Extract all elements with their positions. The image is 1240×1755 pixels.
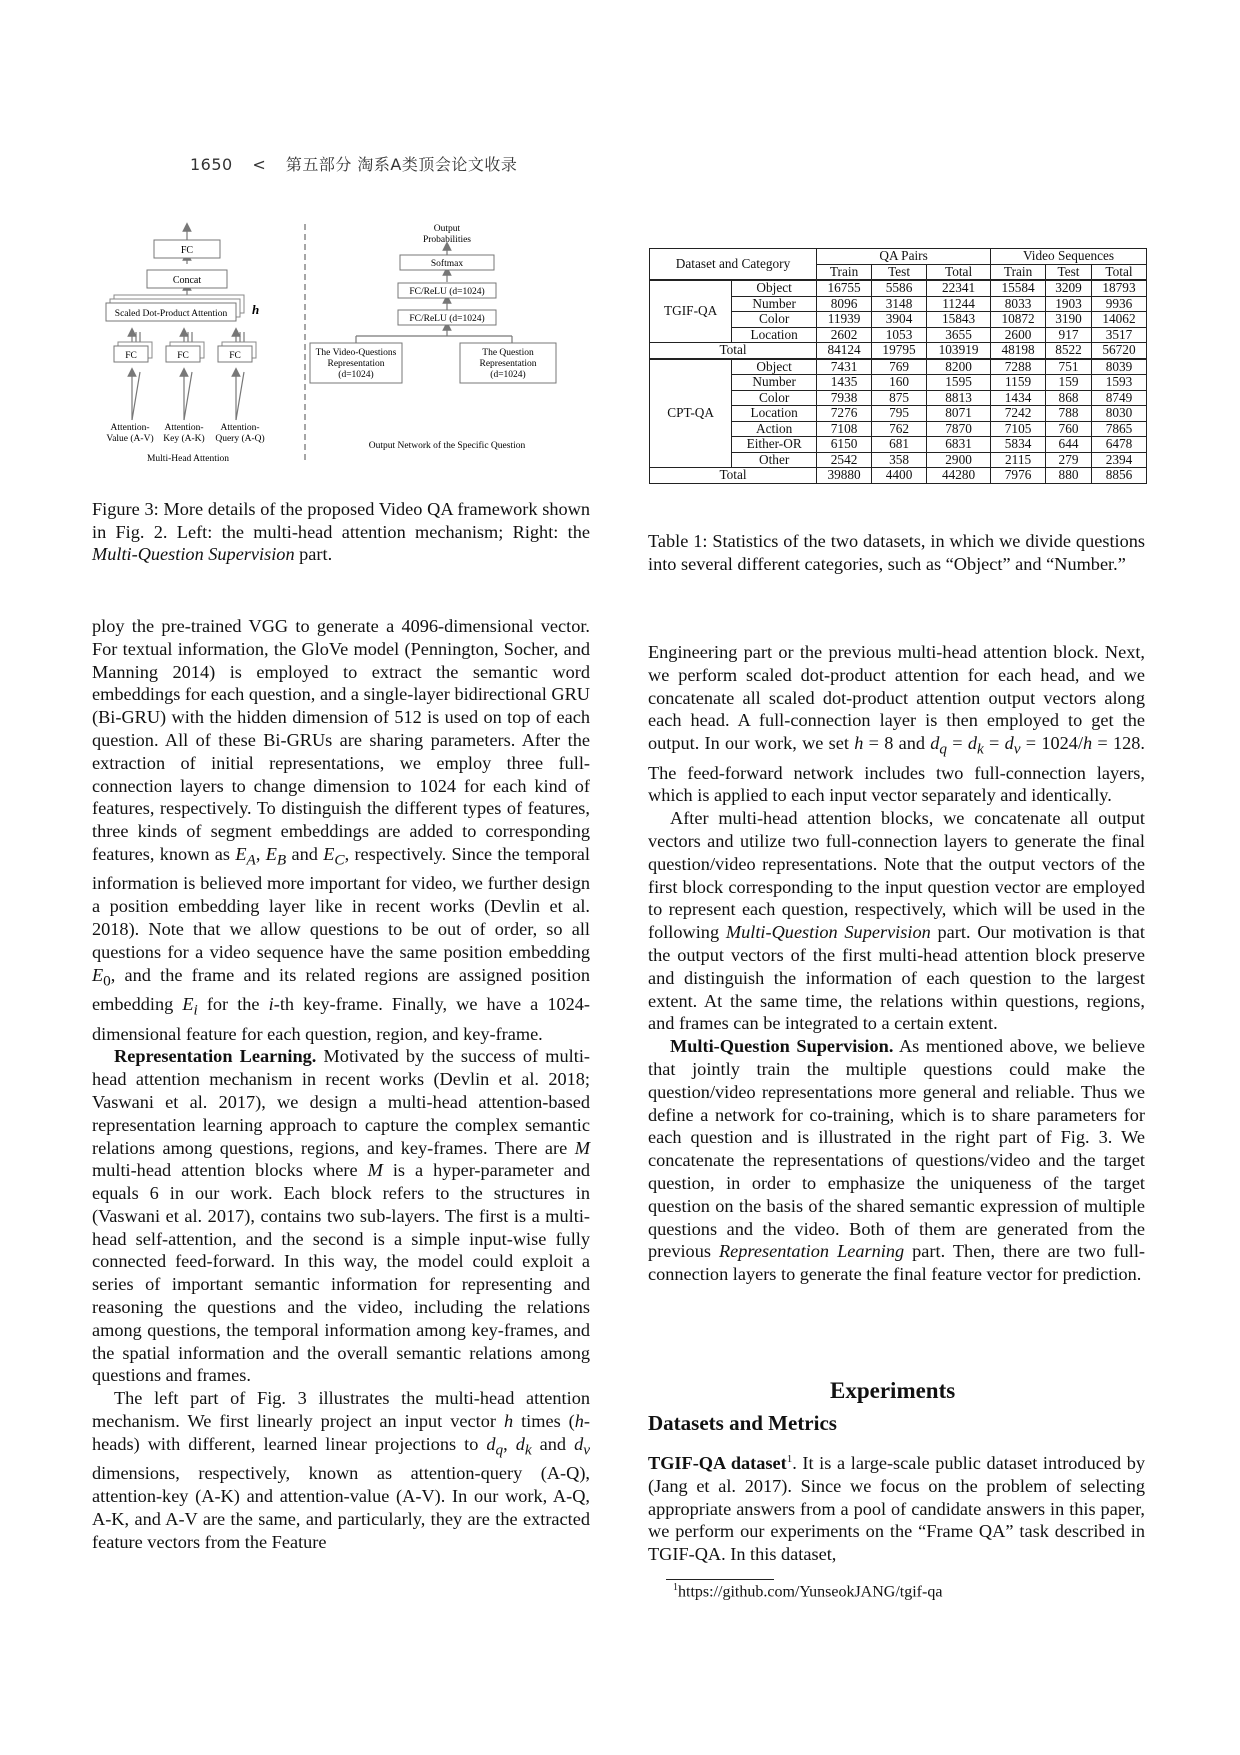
- section-title: Experiments: [830, 1378, 956, 1403]
- dataset-label: CPT-QA: [650, 359, 732, 468]
- vq-rep-line-3: (d=1024): [338, 370, 374, 380]
- value-cell: 7938: [817, 390, 872, 406]
- av-label-1: Attention-: [110, 423, 150, 433]
- th-video-sequences: Video Sequences: [991, 249, 1147, 265]
- category-cell: Object: [732, 359, 817, 375]
- value-cell: 751: [1046, 359, 1092, 375]
- value-cell: 8071: [927, 406, 991, 422]
- fc-v-label: FC: [125, 351, 137, 361]
- value-cell: 10872: [991, 312, 1046, 328]
- value-cell: 159: [1046, 375, 1092, 391]
- th-sub: Test: [872, 264, 927, 280]
- table-row: [650, 359, 1147, 375]
- value-cell: 1903: [1046, 296, 1092, 312]
- th-dataset-category: Dataset and Category: [650, 249, 817, 281]
- value-cell: 1159: [991, 375, 1046, 391]
- paragraph-multi-question-supervision: Multi-Question Supervision. As mentioned above, we believe that jointly train the multiple questions could make the question/video representations more general and reliable. Thus we define a network for co-training, which is to share parameters for each question and is illustrated in the right part of Fig. 3. We concatenate the representations of questions/video and the target question, in order to emphasize the uniqueness of the target question on the basis of the shared semantic expression of multiple questions and the video. Both of them are generated from the previous Representation Learning part. Then, there are two full-connection layers to generate the final feature vector for prediction.: [648, 1036, 1145, 1285]
- value-cell: 11244: [927, 296, 991, 312]
- figure-3-diagram: [92, 222, 594, 470]
- table-1-caption: Table 1: Statistics of the two datasets, in which we divide questions into several different categories, such as “Object” and “Number.”: [648, 531, 1145, 574]
- value-cell: 8200: [927, 359, 991, 375]
- th-sub: Train: [991, 264, 1046, 280]
- value-cell: 8096: [817, 296, 872, 312]
- fc-relu-2-label: FC/ReLU (d=1024): [409, 314, 485, 324]
- value-cell: 11939: [817, 312, 872, 328]
- value-cell: 358: [872, 452, 927, 468]
- value-cell: 7431: [817, 359, 872, 375]
- paragraph: Engineering part or the previous multi-head attention block. Next, we perform scaled dot-product attention for each head, and we concatenate all scaled dot-product attention output vectors along each head. A full-connection layer is then employed to get the output. In our work, we set h = 8 and $d_q = d_k = d_v = 1024/h = 128$. The feed-forward network includes two full-connection layers, which is applied to each input vector separately and identically.: [648, 642, 1146, 806]
- total-cell: 8856: [1091, 468, 1146, 484]
- category-cell: Number: [732, 296, 817, 312]
- value-cell: 6150: [817, 437, 872, 453]
- total-cell: 19795: [872, 343, 927, 359]
- total-label: Total: [650, 343, 817, 359]
- category-cell: Either-OR: [732, 437, 817, 453]
- value-cell: 760: [1046, 421, 1092, 437]
- header-separator: <: [252, 155, 267, 174]
- value-cell: 8030: [1091, 406, 1146, 422]
- category-cell: Other: [732, 452, 817, 468]
- value-cell: 681: [872, 437, 927, 453]
- table-total-row: [650, 468, 1147, 484]
- value-cell: 2542: [817, 452, 872, 468]
- fc-q-label: FC: [229, 351, 241, 361]
- category-cell: Action: [732, 421, 817, 437]
- table-total-row: [650, 343, 1147, 359]
- h-label: h: [252, 302, 260, 317]
- total-cell: 48198: [991, 343, 1046, 359]
- value-cell: 3904: [872, 312, 927, 328]
- paragraph-representation-learning: Representation Learning. Motivated by the success of multi-head attention mechanism in recent works (Devlin et al. 2018; Vaswani et al. 2017), we design a multi-head attention-based representation learning approach to capture the complex semantic relations among questions, regions, and key-frames. There are M multi-head attention blocks where M is a hyper-parameter and equals 6 in our work. Each block refers to the structures in (Vaswani et al. 2017), contains two sub-layers. The first is a multi-head self-attention, and the second is a simple input-wise fully connected feed-forward. In this way, the model could exploit a series of important semantic information for representing and reasoning the questions and the video, including the relations among questions, the temporal information among key-frames, and the spatial information and the overall semantic relations among questions and frames.: [92, 1046, 590, 1386]
- value-cell: 1434: [991, 390, 1046, 406]
- aq-label-1: Attention-: [220, 423, 260, 433]
- value-cell: 1593: [1091, 375, 1146, 391]
- av-label-2: Value (A-V): [106, 434, 154, 444]
- total-cell: 39880: [817, 468, 872, 484]
- value-cell: 3209: [1046, 280, 1092, 296]
- total-label: Total: [650, 468, 817, 484]
- q-rep-line-2: Representation: [479, 359, 537, 369]
- total-cell: 44280: [927, 468, 991, 484]
- value-cell: 279: [1046, 452, 1092, 468]
- value-cell: 14062: [1091, 312, 1146, 328]
- footnote-rule: [666, 1579, 774, 1580]
- category-cell: Location: [732, 406, 817, 422]
- value-cell: 875: [872, 390, 927, 406]
- total-cell: 8522: [1046, 343, 1092, 359]
- value-cell: 2115: [991, 452, 1046, 468]
- total-cell: 56720: [1091, 343, 1146, 359]
- th-sub: Train: [817, 264, 872, 280]
- total-cell: 84124: [817, 343, 872, 359]
- value-cell: 5834: [991, 437, 1046, 453]
- value-cell: 7108: [817, 421, 872, 437]
- value-cell: 762: [872, 421, 927, 437]
- dataset-label: TGIF-QA: [650, 280, 732, 343]
- value-cell: 3190: [1046, 312, 1092, 328]
- ak-label-1: Attention-: [164, 423, 204, 433]
- total-cell: 880: [1046, 468, 1092, 484]
- value-cell: 15843: [927, 312, 991, 328]
- subsection-title: Datasets and Metrics: [648, 1411, 837, 1435]
- fc-relu-1-label: FC/ReLU (d=1024): [409, 287, 485, 297]
- right-column: [648, 641, 1145, 1286]
- total-cell: 7976: [991, 468, 1046, 484]
- value-cell: 6831: [927, 437, 991, 453]
- value-cell: 22341: [927, 280, 991, 296]
- table-row: [650, 280, 1147, 296]
- th-sub: Test: [1046, 264, 1092, 280]
- category-cell: Object: [732, 280, 817, 296]
- value-cell: 1435: [817, 375, 872, 391]
- value-cell: 3655: [927, 327, 991, 343]
- aq-label-2: Query (A-Q): [215, 434, 265, 444]
- paragraph-tgif-qa: TGIF-QA dataset$^1$. It is a large-scale public dataset introduced by (Jang et al. 2017). Since we focus on the problem of selecting appropriate answers from a pool of candidate answers in this paper, we perform our experiments on the “Frame QA” task described in TGIF-QA. In this dataset,: [648, 1453, 1145, 1565]
- mha-caption: Multi-Head Attention: [146, 454, 230, 464]
- th-sub: Total: [927, 264, 991, 280]
- value-cell: 2600: [991, 327, 1046, 343]
- value-cell: 795: [872, 406, 927, 422]
- th-qa-pairs: QA Pairs: [817, 249, 991, 265]
- value-cell: 2394: [1091, 452, 1146, 468]
- value-cell: 7242: [991, 406, 1046, 422]
- value-cell: 3517: [1091, 327, 1146, 343]
- value-cell: 6478: [1091, 437, 1146, 453]
- ak-label-2: Key (A-K): [163, 434, 205, 444]
- vq-rep-line-2: Representation: [327, 359, 385, 369]
- category-cell: Color: [732, 390, 817, 406]
- softmax-label: Softmax: [430, 259, 464, 269]
- category-cell: Number: [732, 375, 817, 391]
- value-cell: 1595: [927, 375, 991, 391]
- value-cell: 8749: [1091, 390, 1146, 406]
- value-cell: 9936: [1091, 296, 1146, 312]
- value-cell: 868: [1046, 390, 1092, 406]
- value-cell: 7865: [1091, 421, 1146, 437]
- value-cell: 7105: [991, 421, 1046, 437]
- left-column: [92, 615, 590, 1554]
- value-cell: 644: [1046, 437, 1092, 453]
- value-cell: 7276: [817, 406, 872, 422]
- footnote-link[interactable]: https://github.com/YunseokJANG/tgif-qa: [678, 1583, 943, 1601]
- value-cell: 16755: [817, 280, 872, 296]
- th-sub: Total: [1091, 264, 1146, 280]
- output-label-2: Probabilities: [422, 235, 472, 245]
- value-cell: 7288: [991, 359, 1046, 375]
- figure-3-caption: Figure 3: More details of the proposed Video QA framework shown in Fig. 2. Left: the multi-head attention mechanism; Right: the Multi-Question Supervision part.: [92, 499, 590, 565]
- concat-label: Concat: [172, 275, 202, 286]
- value-cell: 8033: [991, 296, 1046, 312]
- paragraph: The left part of Fig. 3 illustrates the multi-head attention mechanism. We first linearly project an input vector h times (h-heads) with different, learned linear projections to $d_q$, $d_k$ and $d_v$ dimensions, respectively, known as attention-query (A-Q), attention-key (A-K) and attention-value (A-V). In our work, A-Q, A-K, and A-V are the same, and particularly, they are the extracted feature vectors from the Feature: [92, 1388, 591, 1552]
- fc-top-label: FC: [180, 245, 194, 256]
- sdpa-label: Scaled Dot-Product Attention: [114, 309, 228, 319]
- page-number: 1650: [190, 155, 233, 174]
- value-cell: 2602: [817, 327, 872, 343]
- category-cell: Location: [732, 327, 817, 343]
- value-cell: 18793: [1091, 280, 1146, 296]
- paragraph: After multi-head attention blocks, we concatenate all output vectors and utilize two full-connection layers to generate the final question/video representations. Note that the output vectors of the first block corresponding to the input question vector are employed to represent each question, respectively, which will be used in the following Multi-Question Supervision part. Our motivation is that the output vectors of the first multi-head attention block preserve and distinguish the information of each question to the largest extent. At the same time, the relations within questions, regions, and frames can be integrated to a certain extent.: [648, 808, 1145, 1034]
- value-cell: 7870: [927, 421, 991, 437]
- header-section: 第五部分 淘系A类顶会论文收录: [285, 155, 518, 174]
- q-rep-line-3: (d=1024): [490, 370, 526, 380]
- value-cell: 8813: [927, 390, 991, 406]
- right-column-bottom: [648, 1448, 1145, 1566]
- value-cell: 788: [1046, 406, 1092, 422]
- total-cell: 4400: [872, 468, 927, 484]
- fc-k-label: FC: [177, 351, 189, 361]
- value-cell: 2900: [927, 452, 991, 468]
- value-cell: 769: [872, 359, 927, 375]
- value-cell: 5586: [872, 280, 927, 296]
- value-cell: 1053: [872, 327, 927, 343]
- value-cell: 160: [872, 375, 927, 391]
- value-cell: 8039: [1091, 359, 1146, 375]
- total-cell: 103919: [927, 343, 991, 359]
- table-1: [649, 248, 1147, 484]
- output-label-1: Output: [433, 224, 461, 234]
- paragraph: ploy the pre-trained VGG to generate a 4096-dimensional vector. For textual information, the GloVe model (Pennington, Socher, and Manning 2014) is employed to extract the semantic word embeddings for each question, and a single-layer bidirectional GRU (Bi-GRU) with the hidden dimension of 512 is used on top of each question. All of these Bi-GRUs are sharing parameters. After the extraction of initial representations, we employ three full-connection layers to change dimension to 1024 for each kind of features, respectively. To distinguish the different types of features, three kinds of segment embeddings are added to corresponding features, known as $E_A$, $E_B$ and $E_C$, respectively. Since the temporal information is believed more important for video, we further design a position embedding layer like in recent works (Devlin et al. 2018). Note that we allow questions to be out of order, so all questions for a video sequence have the same position embedding $E_0$, and the frame and its related regions are assigned position embedding $E_i$ for the i-th key-frame. Finally, we have a 1024-dimensional feature for each question, region, and key-frame.: [92, 616, 591, 1044]
- value-cell: 3148: [872, 296, 927, 312]
- value-cell: 15584: [991, 280, 1046, 296]
- category-cell: Color: [732, 312, 817, 328]
- value-cell: 917: [1046, 327, 1092, 343]
- vq-rep-line-1: The Video-Questions: [315, 348, 397, 358]
- output-network-caption: Output Network of the Specific Question: [368, 441, 526, 451]
- footnote: $^1$https://github.com/YunseokJANG/tgif-qa: [673, 1582, 943, 1601]
- running-header: [190, 152, 517, 175]
- q-rep-line-1: The Question: [482, 348, 534, 358]
